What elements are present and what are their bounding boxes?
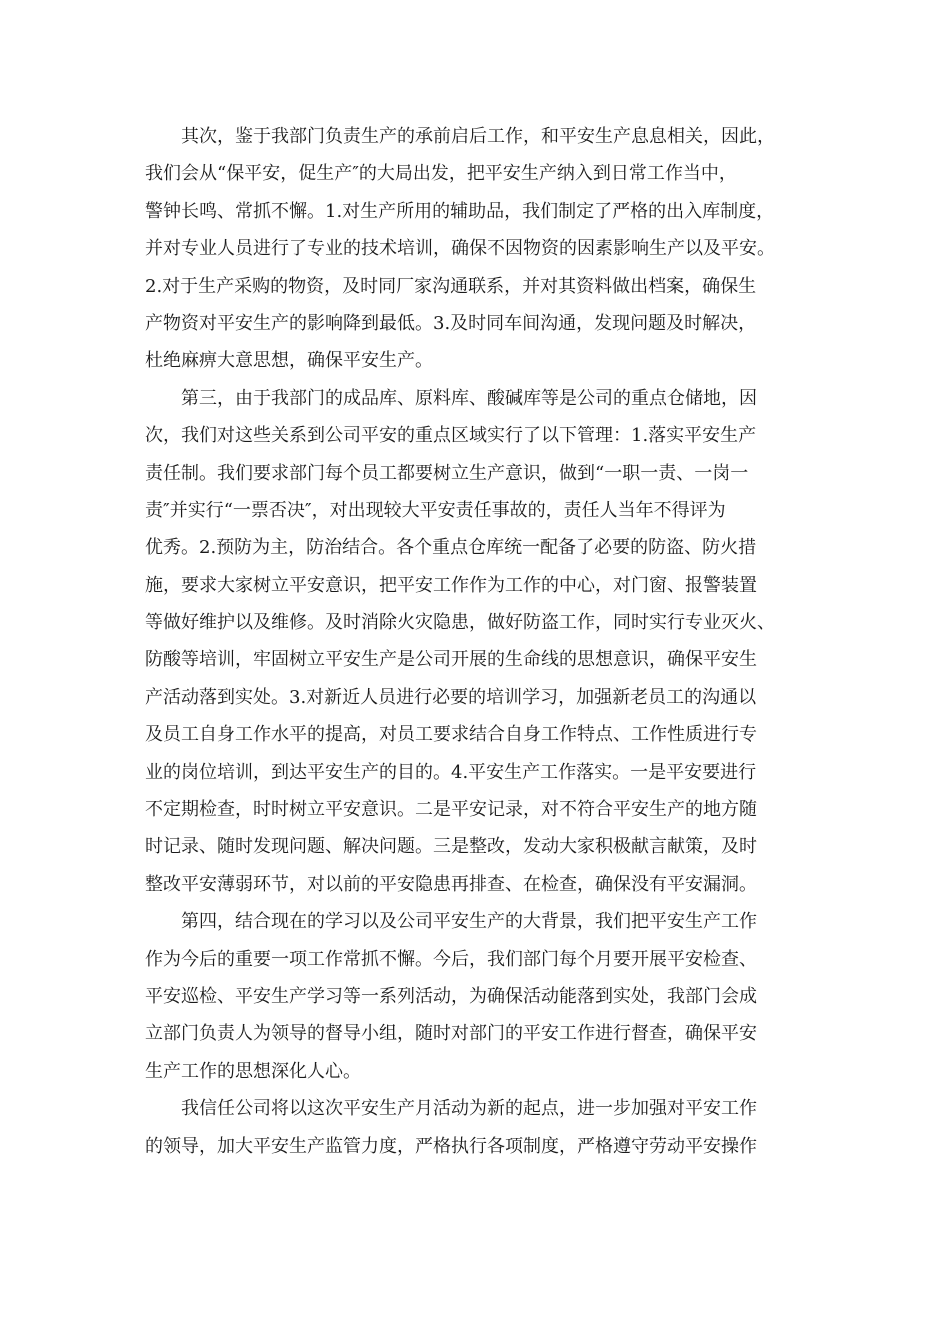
- paragraph-line: 时记录、随时发现问题、解决问题。三是整改，发动大家积极献言献策，及时: [145, 836, 757, 858]
- paragraph-line: 警钟长鸣、常抓不懈。1.对生产所用的辅助品，我们制定了严格的出入库制度，: [145, 200, 775, 222]
- paragraph-line: 施，要求大家树立平安意识，把平安工作作为工作的中心，对门窗、报警装置: [145, 574, 757, 596]
- paragraph-first-line: 其次，鉴于我部门负责生产的承前启后工作，和平安生产息息相关，因此，: [181, 126, 775, 147]
- paragraph-line: 整改平安薄弱环节，对以前的平安隐患再排查、在检查，确保没有平安漏洞。: [145, 873, 757, 895]
- paragraph-line: 及员工自身工作水平的提高，对员工要求结合自身工作特点、工作性质进行专: [145, 724, 757, 746]
- paragraph-first-line: 第三，由于我部门的成品库、原料库、酸碱库等是公司的重点仓储地，因: [181, 387, 757, 409]
- paragraph-line: 产活动落到实处。3.对新近人员进行必要的培训学习，加强新老员工的沟通以: [145, 686, 757, 708]
- paragraph-line: 优秀。2.预防为主，防治结合。各个重点仓库统一配备了必要的防盗、防火措: [145, 537, 757, 559]
- paragraph-first-line: 我信任公司将以这次平安生产月活动为新的起点，进一步加强对平安工作: [181, 1098, 757, 1120]
- paragraph-line: 杜绝麻痹大意思想，确保平安生产。: [145, 350, 433, 372]
- paragraph-line: 作为今后的重要一项工作常抓不懈。今后，我们部门每个月要开展平安检查、: [145, 948, 757, 970]
- paragraph-line: 业的岗位培训，到达平安生产的目的。4.平安生产工作落实。一是平安要进行: [145, 761, 757, 783]
- paragraph-line: 生产工作的思想深化人心。: [145, 1060, 361, 1082]
- paragraph-line: 等做好维护以及维修。及时消除火灾隐患，做好防盗工作，同时实行专业灭火、: [145, 612, 775, 634]
- paragraph-line: 防酸等培训，牢固树立平安生产是公司开展的生命线的思想意识，确保平安生: [145, 649, 757, 671]
- paragraph-line: 产物资对平安生产的影响降到最低。3.及时同车间沟通，发现问题及时解决，: [145, 312, 757, 334]
- paragraph-line: 次，我们对这些关系到公司平安的重点区域实行了以下管理：1.落实平安生产: [145, 425, 757, 447]
- paragraph-first-line: 第四，结合现在的学习以及公司平安生产的大背景，我们把平安生产工作: [181, 911, 757, 933]
- paragraph-line: 平安巡检、平安生产学习等一系列活动，为确保活动能落到实处，我部门会成: [145, 985, 757, 1007]
- paragraph-line: 我们会从“保平安，促生产″的大局出发，把平安生产纳入到日常工作当中，: [145, 163, 737, 185]
- paragraph-line: 并对专业人员进行了专业的技术培训，确保不因物资的因素影响生产以及平安。: [145, 238, 775, 260]
- paragraph-line: 的领导，加大平安生产监管力度，严格执行各项制度，严格遵守劳动平安操作: [145, 1135, 757, 1157]
- paragraph-line: 不定期检查，时时树立平安意识。二是平安记录，对不符合平安生产的地方随: [145, 799, 757, 821]
- document-body: [145, 118, 810, 1165]
- paragraph-line: 责″并实行“一票否决″，对出现较大平安责任事故的，责任人当年不得评为: [145, 499, 726, 521]
- paragraph-line: 责任制。我们要求部门每个员工都要树立生产意识，做到“一职一责、一岗一: [145, 462, 749, 484]
- paragraph-line: 立部门负责人为领导的督导小组，随时对部门的平安工作进行督查，确保平安: [145, 1023, 757, 1045]
- paragraph-line: 2.对于生产采购的物资，及时同厂家沟通联系，并对其资料做出档案，确保生: [145, 275, 757, 297]
